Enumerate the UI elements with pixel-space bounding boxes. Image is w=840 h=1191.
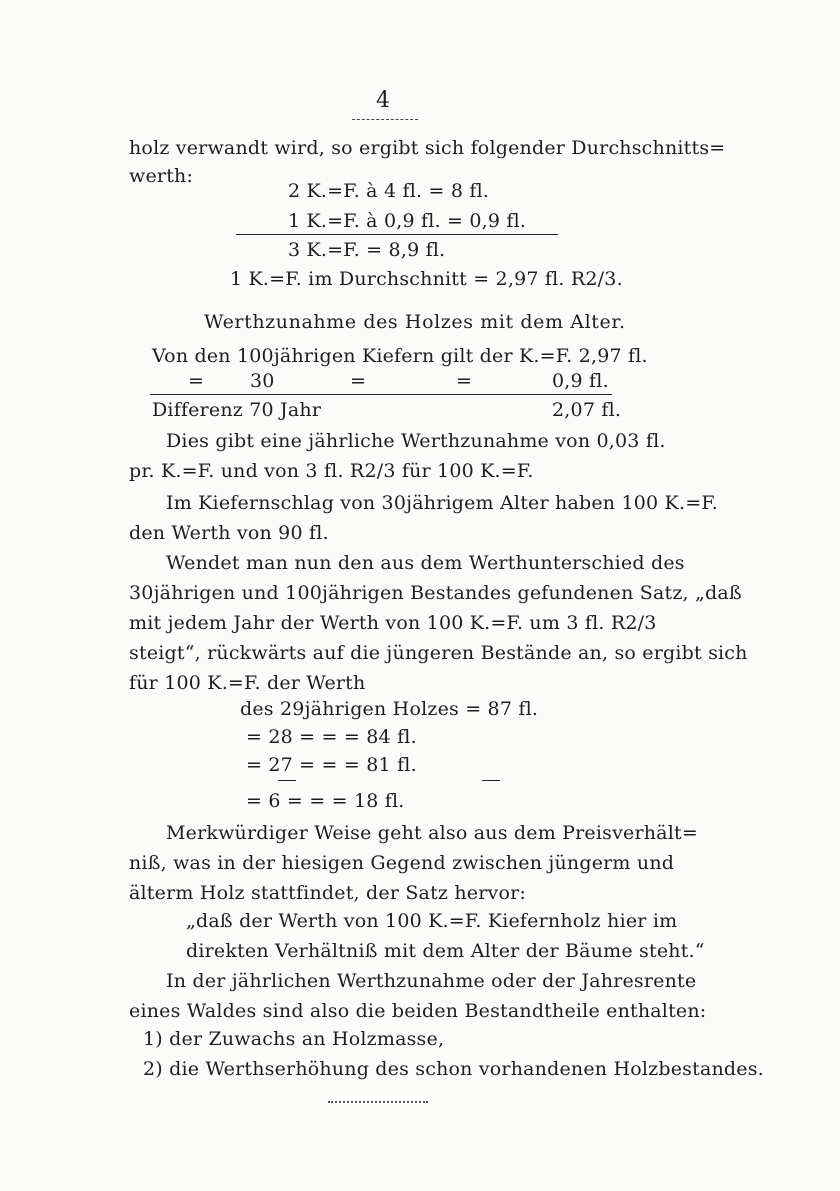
calc-value: 0,9 fl. — [552, 370, 609, 392]
text-line: pr. K.=F. und von 3 fl. R2/3 für 100 K.=F. — [129, 460, 534, 482]
calc-row: = 28 = = = 84 fl. — [246, 726, 417, 748]
text-line: älterm Holz stattfindet, der Satz hervor: — [129, 882, 526, 904]
text-line: In der jährlichen Werthzunahme oder der Jahresrente — [166, 970, 697, 992]
calc-row: Von den 100jährigen Kiefern gilt der K.=F. 2,97 fl. — [152, 345, 648, 367]
page-number-rule — [352, 119, 418, 120]
calc-row: 3 K.=F. = 8,9 fl. — [288, 239, 446, 261]
calc-value: 30 — [250, 370, 275, 392]
text-line: werth: — [129, 165, 194, 187]
calc-row: = 27 = = = 81 fl. — [246, 754, 417, 776]
omission-dash — [278, 780, 296, 781]
calc-row: = 6 = = = 18 fl. — [246, 790, 405, 812]
text-line: Merkwürdiger Weise geht also aus dem Preisverhält= — [166, 822, 698, 844]
calc-row: Differenz 70 Jahr — [152, 399, 322, 421]
text-line: steigt“, rückwärts auf die jüngeren Bestände an, so ergibt sich — [129, 642, 748, 664]
ditto-mark: = — [456, 370, 473, 392]
text-line: den Werth von 90 fl. — [129, 522, 329, 544]
text-line: eines Waldes sind also die beiden Bestandtheile enthalten: — [129, 1000, 707, 1022]
quote-line: „daß der Werth von 100 K.=F. Kiefernholz hier im — [186, 910, 678, 932]
text-line: holz verwandt wird, so ergibt sich folgender Durchschnitts= — [129, 137, 726, 159]
list-item: 2) die Werthserhöhung des schon vorhandenen Holzbestandes. — [143, 1058, 764, 1080]
ditto-mark: = — [188, 370, 205, 392]
text-line: Im Kiefernschlag von 30jährigem Alter haben 100 K.=F. — [166, 492, 718, 514]
text-line: niß, was in der hiesigen Gegend zwischen jüngerm und — [129, 852, 675, 874]
section-heading: Werthzunahme des Holzes mit dem Alter. — [204, 311, 626, 333]
list-item: 1) der Zuwachs an Holzmasse, — [143, 1028, 445, 1050]
text-line: mit jedem Jahr der Werth von 100 K.=F. um 3 fl. R2/3 — [129, 612, 657, 634]
calc-value: 2,07 fl. — [552, 399, 622, 421]
calc-row: 2 K.=F. à 4 fl. = 8 fl. — [288, 180, 490, 202]
sum-rule — [236, 234, 558, 235]
text-line: 30jährigen und 100jährigen Bestandes gefundenen Satz, „daß — [129, 582, 742, 604]
end-ornament — [328, 1101, 428, 1103]
text-line: Wendet man nun den aus dem Werthunterschied des — [166, 552, 685, 574]
quote-line: direkten Verhältniß mit dem Alter der Bäume steht.“ — [186, 940, 705, 962]
omission-dash — [482, 780, 500, 781]
calc-row: 1 K.=F. à 0,9 fl. = 0,9 fl. — [288, 210, 527, 232]
ditto-mark: = — [350, 370, 367, 392]
calc-row: 1 K.=F. im Durchschnitt = 2,97 fl. R2/3. — [230, 268, 623, 290]
sum-rule — [150, 394, 612, 395]
page-number: 4 — [376, 88, 390, 113]
calc-row: des 29jährigen Holzes = 87 fl. — [240, 698, 539, 720]
text-line: Dies gibt eine jährliche Werthzunahme von 0,03 fl. — [166, 430, 666, 452]
text-line: für 100 K.=F. der Werth — [129, 672, 366, 694]
